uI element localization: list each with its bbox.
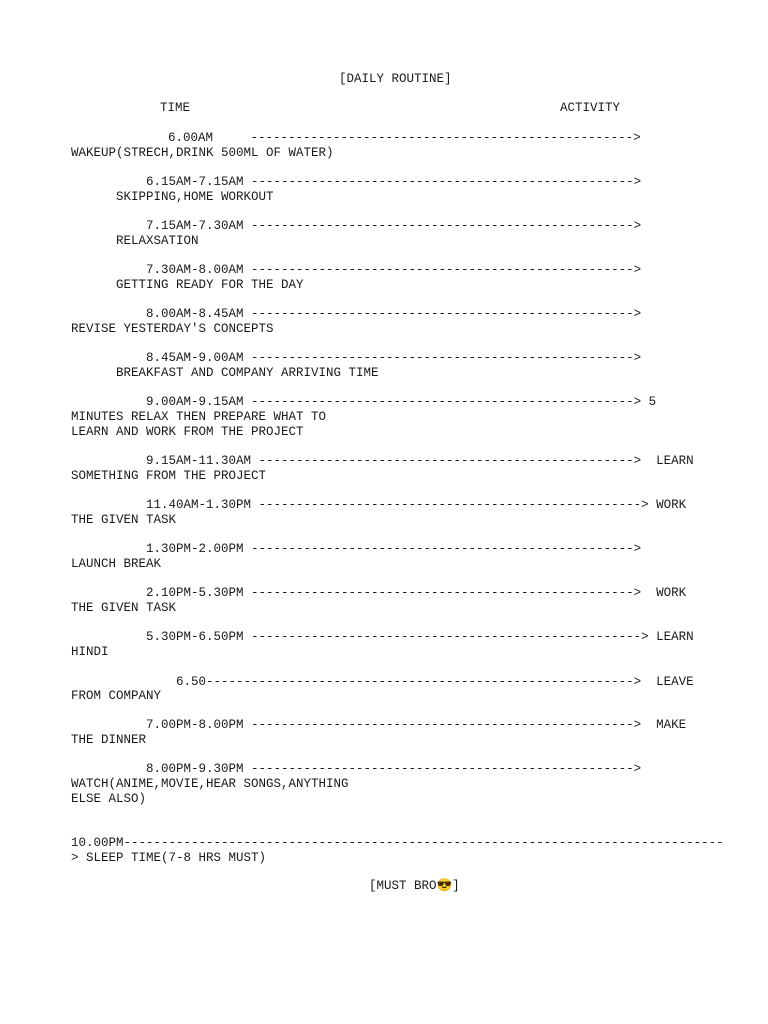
routine-activity-line: FROM COMPANY <box>71 689 162 703</box>
routine-activity-line: BREAKFAST AND COMPANY ARRIVING TIME <box>116 366 379 380</box>
routine-activity-line: ELSE ALSO) <box>71 792 147 806</box>
routine-time-line: 7.30AM-8.00AM ---------------------------------------------------> <box>146 263 642 277</box>
routine-activity-line: GETTING READY FOR THE DAY <box>116 278 304 292</box>
closing-note: [MUST BRO😎] <box>369 879 460 893</box>
routine-time-line: 1.30PM-2.00PM ---------------------------------------------------> <box>146 542 642 556</box>
activity-column-header: ACTIVITY <box>560 101 621 115</box>
routine-activity-line: HINDI <box>71 645 109 659</box>
routine-activity-line: LAUNCH BREAK <box>71 557 162 571</box>
routine-activity-line: THE DINNER <box>71 733 147 747</box>
routine-time-line: 8.00PM-9.30PM ---------------------------------------------------> <box>146 762 642 776</box>
routine-activity-line: MINUTES RELAX THEN PREPARE WHAT TO <box>71 410 327 424</box>
routine-activity-line: WAKEUP(STRECH,DRINK 500ML OF WATER) <box>71 146 334 160</box>
routine-activity-line: REVISE YESTERDAY'S CONCEPTS <box>71 322 274 336</box>
routine-activity-line: THE GIVEN TASK <box>71 513 177 527</box>
routine-time-line: 9.15AM-11.30AM --------------------------------------------------> LEARN <box>146 454 694 468</box>
routine-time-line: 7.00PM-8.00PM ---------------------------------------------------> MAKE <box>146 718 687 732</box>
routine-time-line: 11.40AM-1.30PM ---------------------------------------------------> WORK <box>146 498 687 512</box>
routine-activity-line: WATCH(ANIME,MOVIE,HEAR SONGS,ANYTHING <box>71 777 349 791</box>
routine-time-line: 6.15AM-7.15AM ---------------------------------------------------> <box>146 175 642 189</box>
routine-activity-line: THE GIVEN TASK <box>71 601 177 615</box>
document-title: [DAILY ROUTINE] <box>339 72 452 86</box>
time-column-header: TIME <box>160 101 191 115</box>
routine-activity-line: LEARN AND WORK FROM THE PROJECT <box>71 425 304 439</box>
routine-activity-line: SOMETHING FROM THE PROJECT <box>71 469 267 483</box>
routine-activity-line: SKIPPING,HOME WORKOUT <box>116 190 274 204</box>
routine-time-line: 2.10PM-5.30PM ---------------------------------------------------> WORK <box>146 586 687 600</box>
routine-time-line: 8.00AM-8.45AM ---------------------------------------------------> <box>146 307 642 321</box>
routine-time-line: 7.15AM-7.30AM ---------------------------------------------------> <box>146 219 642 233</box>
routine-time-line: 8.45AM-9.00AM ---------------------------------------------------> <box>146 351 642 365</box>
routine-time-line: 6.50---------------------------------------------------------> LEAVE <box>176 675 694 689</box>
routine-time-line: 6.00AM ---------------------------------------------------> <box>168 131 641 145</box>
routine-time-line: 5.30PM-6.50PM ----------------------------------------------------> LEARN <box>146 630 694 644</box>
routine-time-line: 9.00AM-9.15AM ---------------------------------------------------> 5 <box>146 395 657 409</box>
routine-final-time-line: 10.00PM-------------------------------------------------------------------------------- <box>71 836 724 850</box>
routine-final-activity-line: > SLEEP TIME(7-8 HRS MUST) <box>71 851 267 865</box>
routine-activity-line: RELAXSATION <box>116 234 199 248</box>
